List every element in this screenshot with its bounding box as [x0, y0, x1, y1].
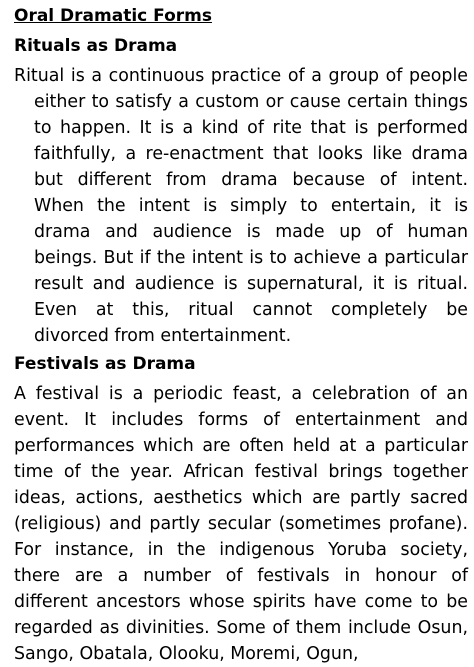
section-body-rituals: Ritual is a continuous practice of a group of people either to satisfy a custom or cause certain things to happen. It is a kind of rite that is performed faithfully, a re-enactment that looks like drama but different from drama because of intent. When the intent is simply to entertain, it is drama and audience is made up of human beings. But if the intent is to achieve a particular result and audience is supernatural, it is ritual. Even at this, ritual cannot completely be divorced from entertainment.	[14, 66, 468, 346]
section-heading-festivals: Festivals as Drama	[14, 354, 196, 374]
section-body-festivals: A festival is a periodic feast, a celebration of an event. It includes forms of entertainment and performances which are often held at a particular time of the year. African festival brings together ideas, actions, aesthetics which are partly sacred (religious) and partly secular (sometimes profane). For instance, in the indigenous Yoruba society, there are a number of festivals in honour of different ancestors whose spirits have come to be regarded as divinities. Some of them include Osun, Sango, Obatala, Olooku, Moremi, Ogun,	[14, 384, 468, 664]
section-heading-rituals: Rituals as Drama	[14, 36, 178, 56]
document-title: Oral Dramatic Forms	[14, 6, 212, 26]
